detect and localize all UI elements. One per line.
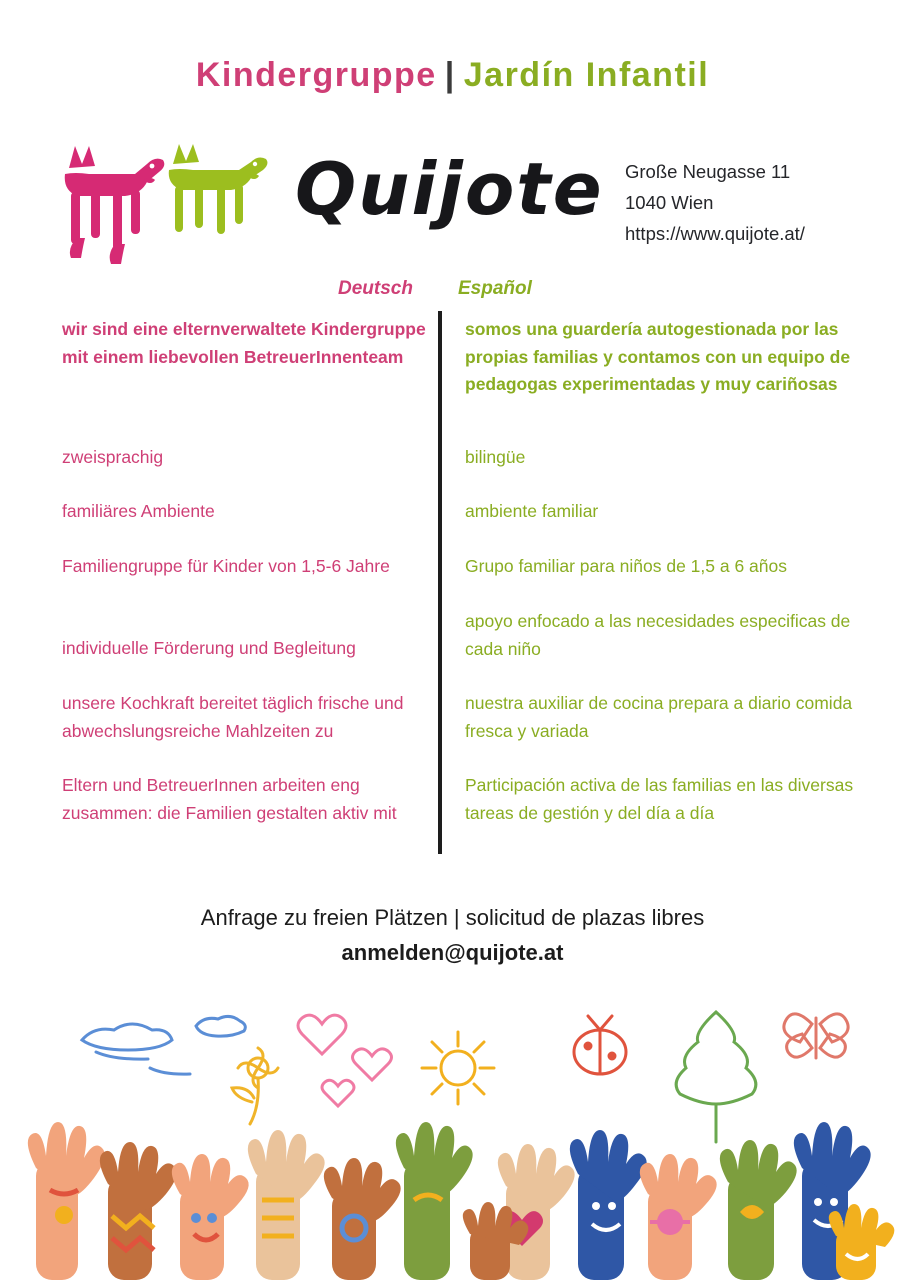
two-donkeys-logo-icon [55,130,295,280]
list-item: ambiente familiar [465,501,599,521]
website-url[interactable]: https://www.quijote.at/ [625,223,805,244]
list-item: apoyo enfocado a las necesidades especificas de cada niño [465,611,851,659]
page-title-german: Kindergruppe [195,56,437,94]
page-title [0,56,905,95]
list-item: Grupo familiar para niños de 1,5 a 6 años [465,556,787,576]
address-city: 1040 Wien [625,192,714,213]
title-separator: | [444,56,456,94]
contact-email[interactable]: anmelden@quijote.at [341,940,564,965]
list-item: bilingüe [465,447,526,467]
list-item: Familiengruppe für Kinder von 1,5-6 Jahre [62,556,390,576]
list-item: Eltern und BetreuerInnen arbeiten eng zusammen: die Familien gestalten aktiv mit [62,775,397,823]
list-item: zweisprachig [62,447,164,467]
list-item: Participación activa de las familias en las diversas tareas de gestión y del día a día [465,775,854,823]
list-item: somos una guardería autogestionada por las propias familias y contamos con un equipo de pedagogas experimentadas y muy cariñosas [465,319,851,394]
list-item: unsere Kochkraft bereitet täglich frische und abwechslungsreiche Mahlzeiten zu [62,693,404,741]
list-item: wir sind eine elternverwaltete Kindergruppe mit einem liebevollen BetreuerInnenteam [62,319,426,367]
address-street: Große Neugasse 11 [625,161,791,182]
list-item: individuelle Förderung und Begleitung [62,638,356,658]
list-item: familiäres Ambiente [62,501,215,521]
brand-wordmark: Quijote [295,147,604,231]
list-item: nuestra auxiliar de cocina prepara a diario comida fresca y variada [465,693,853,741]
language-label-german: Deutsch [338,278,413,299]
page-title-spanish: Jardín Infantil [463,56,710,94]
children-hands-illustration [0,990,905,1280]
address-block [625,156,805,249]
contact-prompt: Anfrage zu freien Plätzen | solicitud de plazas libres [200,905,705,930]
language-label-spanish: Español [458,278,532,299]
